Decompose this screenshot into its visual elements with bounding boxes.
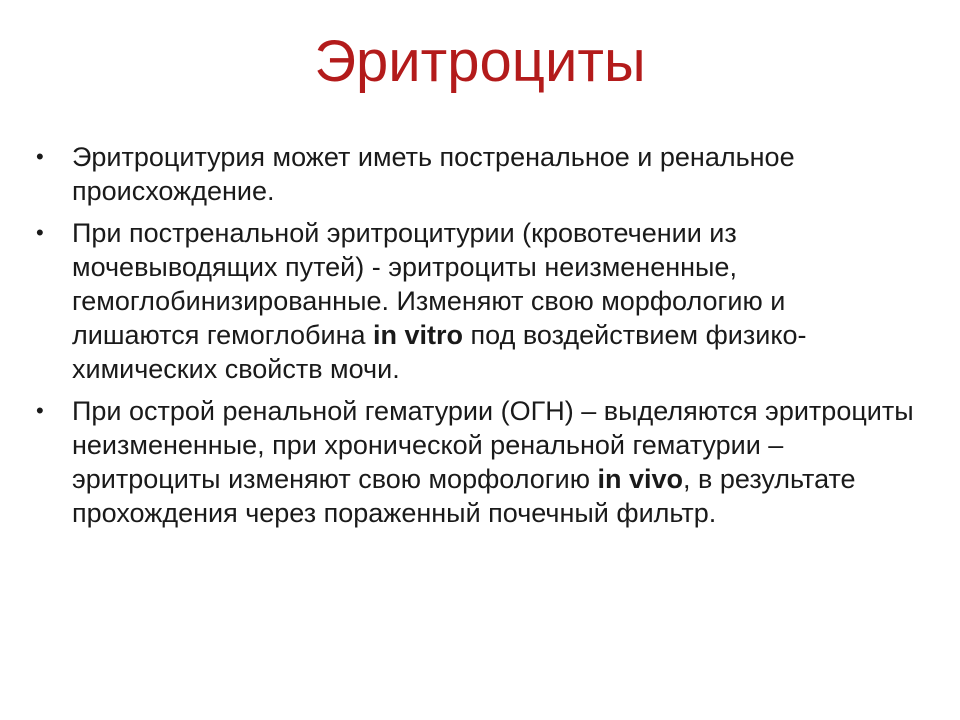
bullet-text-part: под воздействием физико-химических свойств мочи. [72,320,807,384]
bullet-text-part: , в результате прохождения через пораженный почечный фильтр. [72,464,856,528]
bullet-item-2 [36,216,916,386]
slide-title: Эритроциты [314,29,646,94]
bullet-item-3 [36,394,916,530]
bullet-icon: • [36,144,44,169]
bullet-icon: • [36,220,44,245]
bullet-text: Эритроцитурия может иметь постренальное и ренальное происхождение. [72,142,795,206]
bullet-text-part: При постренальной эритроцитурии (кровотечении из мочевыводящих путей) - эритроциты неизмененные, гемоглобинизированные. Изменяют свою морфологию и лишаются гемоглобина [72,218,786,350]
bullet-bold-term: in vitro [373,320,464,350]
bullet-item-1 [36,140,916,208]
bullet-icon: • [36,398,44,423]
bullet-text-part: При острой ренальной гематурии (ОГН) – выделяются эритроциты неизмененные, при хронической ренальной гематурии –эритроциты изменяют свою морфологию [72,396,914,494]
bullet-list [36,140,916,538]
bullet-bold-term: in vivo [597,464,684,494]
